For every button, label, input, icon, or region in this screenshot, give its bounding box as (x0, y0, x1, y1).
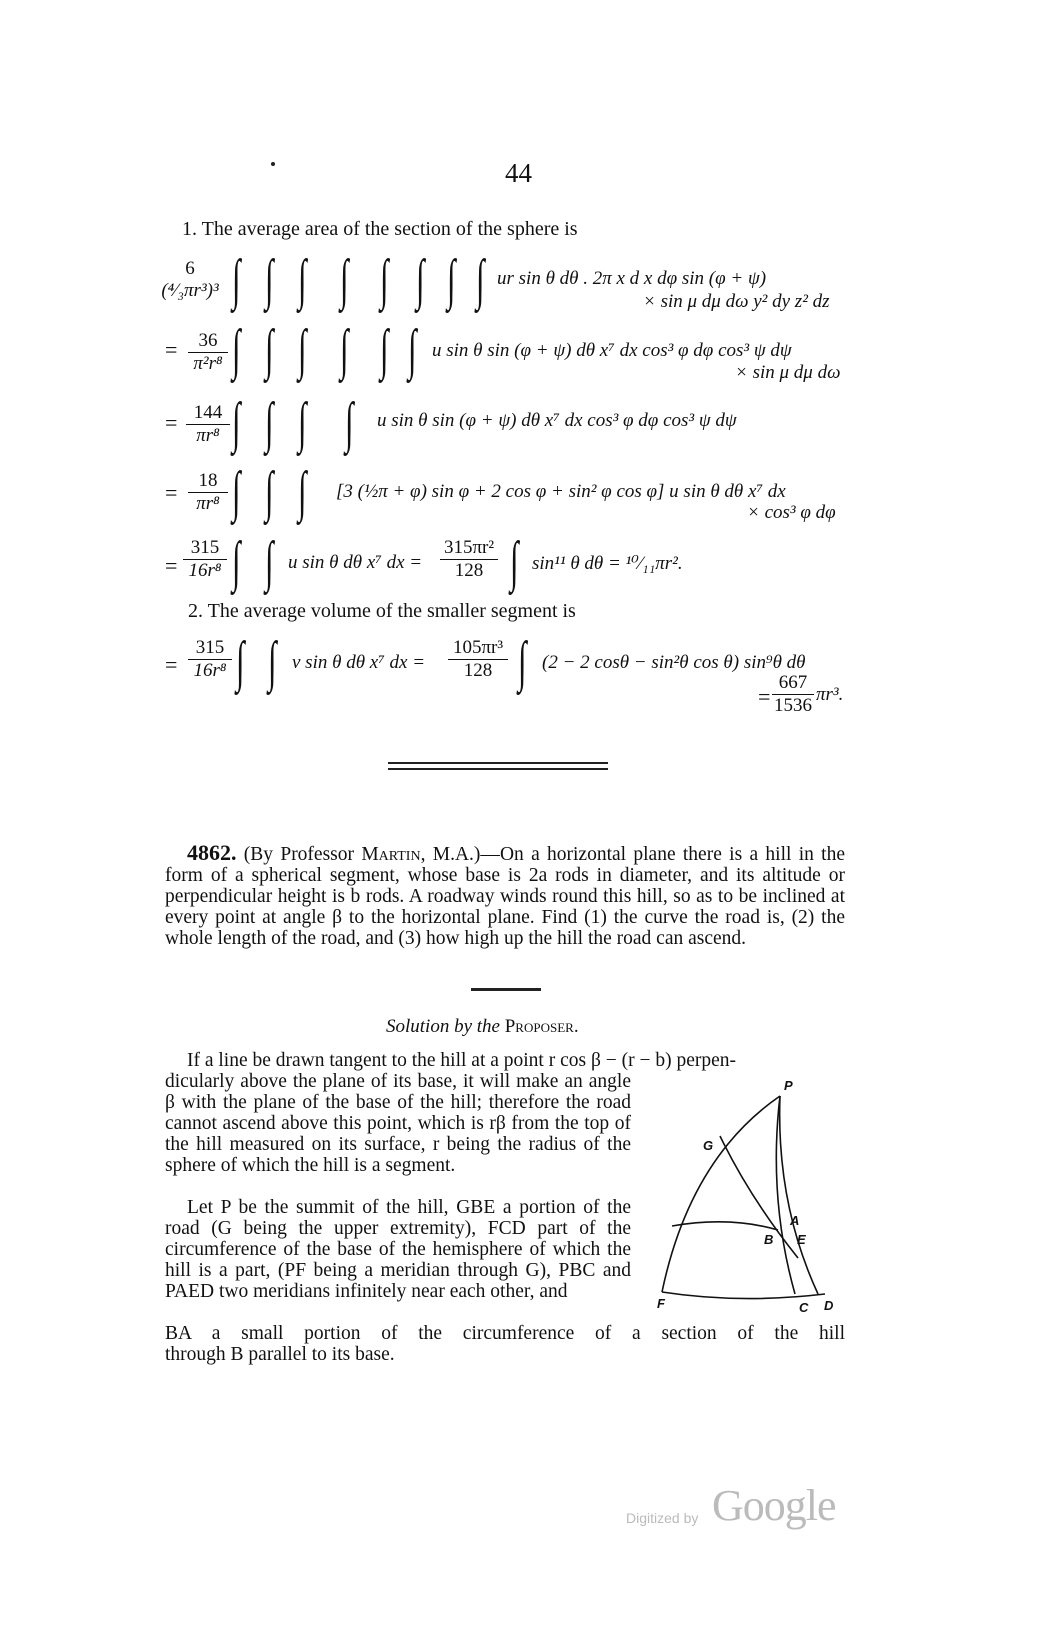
hill-diagram (650, 1078, 850, 1318)
part2-integral: ∫ (518, 631, 527, 693)
meridian-pf (662, 1096, 780, 1292)
label-d: D (824, 1298, 834, 1313)
line5-integral: ∫ (510, 531, 519, 593)
problem-text: On a horizontal plane there is a hill in the form of a spherical segment, whose base is 2a rods in diameter, and its altitude or perpendicular height is b rods. A roadway winds round this hill, so as to be inclined at every point at angle β to the horizontal plane. Find (1) the curve the road is, (2) the whole length of the road, and (3) how high up the hill the road can ascend. (165, 844, 845, 949)
line4-continuation: × cos³ φ dφ (747, 502, 836, 523)
solution-last-line: BA a small portion of the circumference of a section of the hill (165, 1323, 845, 1344)
page-number: 44 (505, 158, 532, 188)
stray-dot (271, 162, 275, 166)
road-gbe (720, 1136, 798, 1258)
equals-sign: = (165, 480, 178, 505)
parallel-ba (672, 1222, 778, 1230)
equals-sign: = (165, 410, 178, 435)
solution-paragraph-1: dicularly above the plane of its base, it will make an angle β with the plane of the base of the hill; therefore the road cannot ascend above this point, which is rβ from the top of the hill measured on its surface, r being the radius of the sphere of which the hill is a segment. (165, 1071, 631, 1176)
line2-integrand: u sin θ sin (φ + ψ) dθ x⁷ dx cos³ φ dφ cos³ ψ dψ (432, 340, 792, 361)
line1-integrand: ur sin θ dθ . 2π x d x dφ sin (φ + ψ) (497, 268, 767, 289)
line2-coefficient: $\frac{36}{\text{π²r⁸}}$ (188, 330, 228, 375)
equals-sign: = (165, 652, 178, 677)
equals-sign: = (758, 684, 771, 709)
solution-final-line: through B parallel to its base. (165, 1344, 395, 1365)
line1-coefficient: 6 (⁴⁄₃πr³)³ (161, 258, 219, 301)
part1-intro: 1. The average area of the section of the sphere is (182, 218, 578, 240)
line3-integrand: u sin θ sin (φ + ψ) dθ x⁷ dx cos³ φ dφ cos³ ψ dψ (377, 410, 737, 431)
base-circumference (662, 1292, 825, 1299)
part2-tail: (2 − 2 cosθ − sin²θ cos θ) sin⁹θ dθ (542, 652, 806, 673)
solution-title: Solution by the Proposer. (386, 1016, 579, 1037)
part2-result-tail: πr³. (816, 684, 844, 705)
line2-continuation: × sin μ dμ dω (735, 362, 841, 383)
label-f: F (657, 1296, 665, 1311)
problem-statement: 4862. (By Professor Martin, M.A.)—On a horizontal plane there is a hill in the form of a spherical segment, whose base is 2a rods in diameter, and its altitude or perpendicular height is b rods. A roadway winds round this hill, so as to be inclined at every point at angle β to the horizontal plane. Find (1) the curve the road is, (2) the whole length of the road, and (3) how high up the hill the road can ascend. (165, 840, 845, 949)
solution-paragraph-2: Let P be the summit of the hill, GBE a portion of the road (G being the upper extremity), FCD part of the circumference of the base of the hemisphere of which the hill is a part, (PF being a meridian through G), PBC and PAED two meridians infinitely near each other, and (165, 1197, 631, 1302)
line5-tail: sin¹¹ θ dθ = ¹⁰⁄₁₁πr². (532, 553, 683, 574)
separator-rule-top (388, 762, 608, 764)
part2-integrand: v sin θ dθ x⁷ dx = (292, 652, 426, 673)
problem-number: 4862. (187, 840, 237, 865)
label-c: C (799, 1300, 809, 1315)
google-logo: Google (712, 1481, 836, 1530)
line1-continuation: × sin μ dμ dω y² dy z² dz (643, 291, 830, 312)
line5-coefficient: $\frac{315}{\text{16r⁸}}$ (183, 537, 227, 582)
line4-coefficient: $\frac{18}{\text{πr⁸}}$ (188, 470, 228, 515)
part2-coefficient: $\frac{315}{\text{16r⁸}}$ (188, 637, 232, 682)
digitized-by-text: Digitized by (626, 1510, 699, 1526)
short-rule (471, 988, 541, 991)
part2-intro: 2. The average volume of the smaller segment is (188, 600, 576, 622)
equals-sign: = (165, 553, 178, 578)
label-a: A (790, 1213, 800, 1228)
line5-integrand: u sin θ dθ x⁷ dx = (288, 552, 423, 573)
label-e: E (797, 1232, 806, 1247)
equals-sign: = (165, 337, 178, 362)
line4-integrand: [3 (½π + φ) sin φ + 2 cos φ + sin² φ cos φ] u sin θ dθ x⁷ dx (336, 481, 786, 502)
part2-result-fraction: $\frac{667}{1536}$ (774, 672, 812, 716)
part2-middle-fraction: $\frac{\text{105πr³}}{128}$ (448, 637, 508, 682)
line5-middle-fraction: $\frac{\text{315πr²}}{128}$ (440, 537, 498, 582)
solution-first-line: If a line be drawn tangent to the hill at a point r cos β − (r − b) perpen- (187, 1050, 737, 1071)
problem-author: Martin (361, 844, 421, 865)
label-p: P (784, 1078, 793, 1093)
label-g: G (703, 1138, 714, 1153)
separator-rule-bottom (388, 768, 608, 770)
line3-coefficient: $\frac{144}{\text{πr⁸}}$ (186, 402, 230, 447)
meridian-paed (780, 1096, 818, 1294)
label-b: B (764, 1232, 774, 1247)
